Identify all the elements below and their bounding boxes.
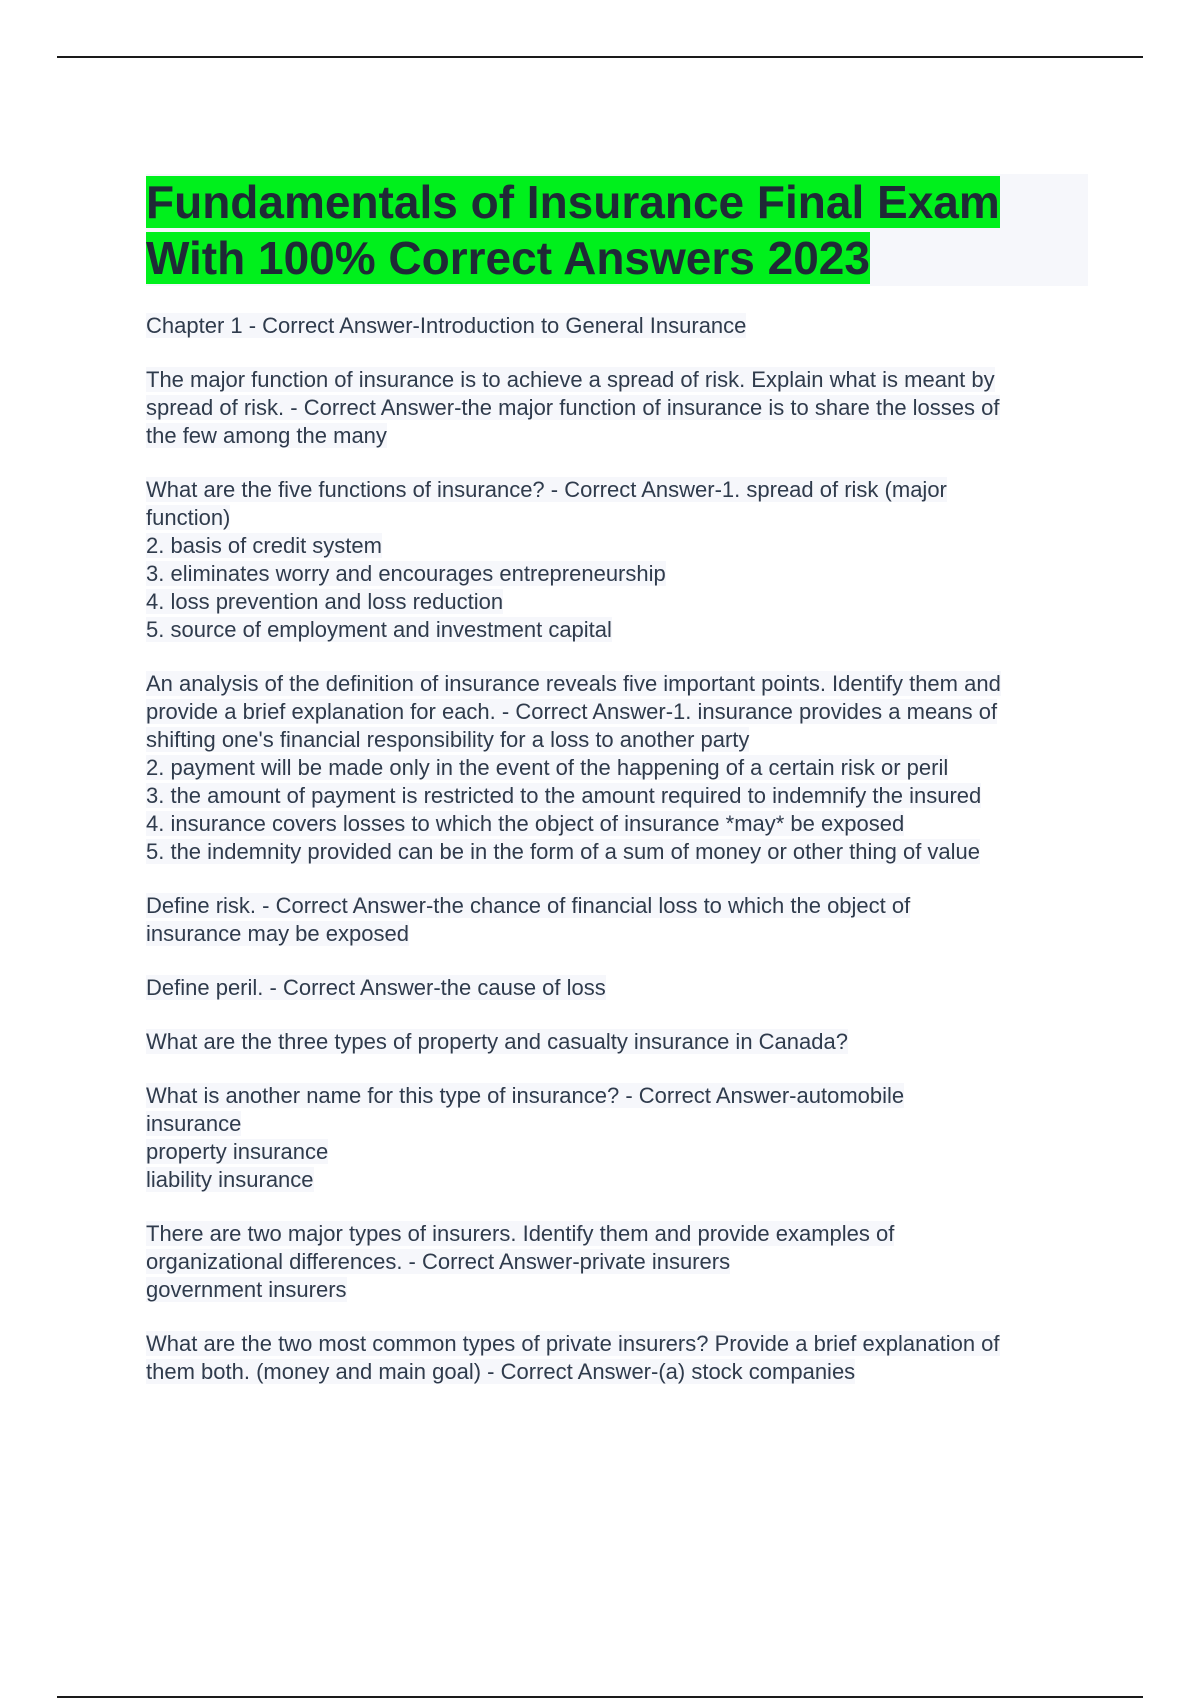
qa-line bbox=[146, 1110, 1088, 1138]
qa-entry bbox=[146, 312, 1088, 340]
qa-line bbox=[146, 1138, 1088, 1166]
qa-line-text: The major function of insurance is to achieve a spread of risk. Explain what is meant by bbox=[146, 367, 995, 392]
qa-line bbox=[146, 920, 1088, 948]
qa-line bbox=[146, 616, 1088, 644]
qa-line-text: 4. loss prevention and loss reduction bbox=[146, 589, 504, 614]
qa-line bbox=[146, 422, 1088, 450]
qa-line-text: 2. basis of credit system bbox=[146, 533, 382, 558]
qa-line bbox=[146, 892, 1088, 920]
qa-line-text: 3. the amount of payment is restricted to the amount required to indemnify the insured bbox=[146, 783, 982, 808]
qa-line-text: the few among the many bbox=[146, 423, 387, 448]
qa-line-text: 2. payment will be made only in the event of the happening of a certain risk or peril bbox=[146, 755, 949, 780]
qa-line bbox=[146, 838, 1088, 866]
qa-line bbox=[146, 1220, 1088, 1248]
qa-line bbox=[146, 1248, 1088, 1276]
qa-line bbox=[146, 560, 1088, 588]
qa-line bbox=[146, 504, 1088, 532]
qa-line-text: What are the three types of property and casualty insurance in Canada? bbox=[146, 1029, 848, 1054]
bottom-rule bbox=[57, 1696, 1143, 1698]
qa-line-text: 3. eliminates worry and encourages entrepreneurship bbox=[146, 561, 666, 586]
qa-line-text: There are two major types of insurers. Identify them and provide examples of bbox=[146, 1221, 895, 1246]
qa-line bbox=[146, 726, 1088, 754]
document-body bbox=[146, 174, 1088, 1412]
qa-entry bbox=[146, 892, 1088, 948]
qa-line bbox=[146, 782, 1088, 810]
qa-line bbox=[146, 476, 1088, 504]
qa-entry bbox=[146, 1220, 1088, 1304]
qa-line-text: What are the five functions of insurance? - Correct Answer-1. spread of risk (major bbox=[146, 477, 947, 502]
qa-line bbox=[146, 698, 1088, 726]
qa-line-text: 4. insurance covers losses to which the object of insurance *may* be exposed bbox=[146, 811, 905, 836]
qa-line-text: What is another name for this type of insurance? - Correct Answer-automobile bbox=[146, 1083, 905, 1108]
qa-entry bbox=[146, 1082, 1088, 1194]
qa-entry bbox=[146, 476, 1088, 644]
top-rule bbox=[57, 56, 1143, 58]
qa-line-text: An analysis of the definition of insurance reveals five important points. Identify them and bbox=[146, 671, 1001, 696]
qa-entries bbox=[146, 312, 1088, 1386]
qa-line-text: shifting one's financial responsibility for a loss to another party bbox=[146, 727, 750, 752]
qa-entry bbox=[146, 670, 1088, 866]
qa-line-text: What are the two most common types of private insurers? Provide a brief explanation of bbox=[146, 1331, 1000, 1356]
qa-line bbox=[146, 754, 1088, 782]
qa-line-text: insurance may be exposed bbox=[146, 921, 409, 946]
qa-line bbox=[146, 312, 1088, 340]
qa-line-text: 5. the indemnity provided can be in the form of a sum of money or other thing of value bbox=[146, 839, 981, 864]
qa-line bbox=[146, 588, 1088, 616]
qa-line-text: liability insurance bbox=[146, 1167, 314, 1192]
qa-line bbox=[146, 1082, 1088, 1110]
title-line-2: With 100% Correct Answers 2023 bbox=[146, 232, 870, 284]
qa-line-text: Define risk. - Correct Answer-the chance of financial loss to which the object of bbox=[146, 893, 911, 918]
qa-entry bbox=[146, 1028, 1088, 1056]
qa-line-text: property insurance bbox=[146, 1139, 329, 1164]
qa-line-text: Define peril. - Correct Answer-the cause of loss bbox=[146, 975, 606, 1000]
qa-line bbox=[146, 1028, 1088, 1056]
qa-line-text: organizational differences. - Correct Answer-private insurers bbox=[146, 1249, 731, 1274]
qa-line bbox=[146, 1330, 1088, 1358]
qa-entry bbox=[146, 366, 1088, 450]
qa-line bbox=[146, 394, 1088, 422]
qa-line bbox=[146, 1276, 1088, 1304]
qa-line bbox=[146, 366, 1088, 394]
qa-line-text: insurance bbox=[146, 1111, 242, 1136]
qa-entry bbox=[146, 1330, 1088, 1386]
qa-line bbox=[146, 1358, 1088, 1386]
qa-line-text: Chapter 1 - Correct Answer-Introduction to General Insurance bbox=[146, 313, 747, 338]
qa-line bbox=[146, 532, 1088, 560]
qa-line-text: spread of risk. - Correct Answer-the major function of insurance is to share the losses of bbox=[146, 395, 1000, 420]
qa-line bbox=[146, 670, 1088, 698]
qa-line bbox=[146, 810, 1088, 838]
qa-line-text: government insurers bbox=[146, 1277, 347, 1302]
qa-line-text: provide a brief explanation for each. - Correct Answer-1. insurance provides a means of bbox=[146, 699, 998, 724]
qa-line-text: 5. source of employment and investment capital bbox=[146, 617, 612, 642]
title-line-1: Fundamentals of Insurance Final Exam bbox=[146, 176, 1000, 228]
document-title bbox=[146, 174, 1088, 286]
title-block bbox=[146, 174, 1088, 286]
qa-line-text: function) bbox=[146, 505, 231, 530]
qa-entry bbox=[146, 974, 1088, 1002]
qa-line bbox=[146, 1166, 1088, 1194]
qa-line-text: them both. (money and main goal) - Correct Answer-(a) stock companies bbox=[146, 1359, 856, 1384]
qa-line bbox=[146, 974, 1088, 1002]
